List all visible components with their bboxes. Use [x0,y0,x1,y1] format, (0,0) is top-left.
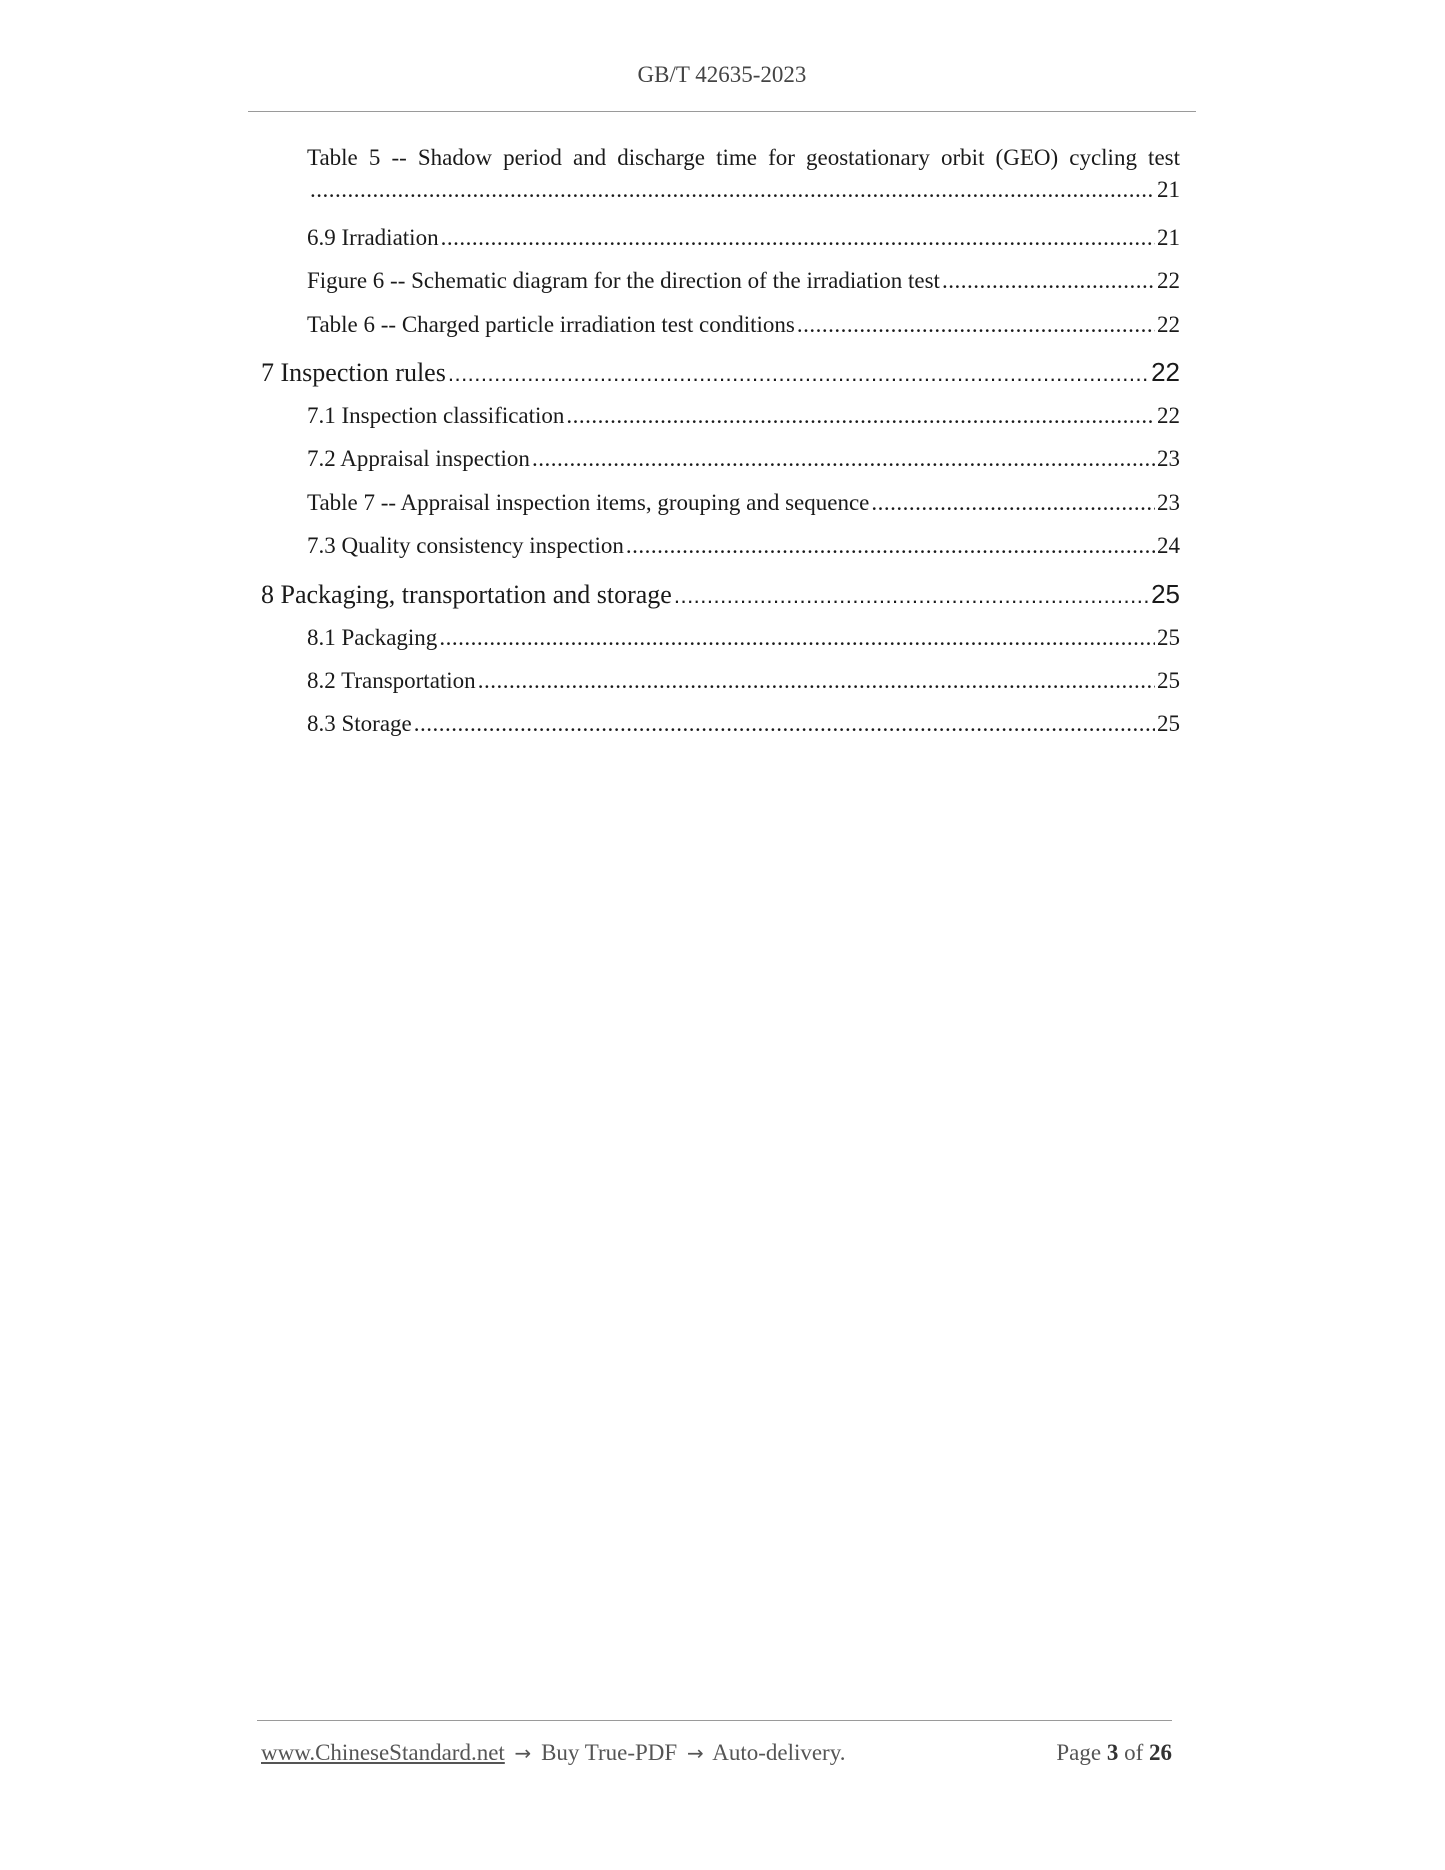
delivery-text: Auto-delivery. [712,1740,846,1765]
toc-entry-title: Table 5 -- Shadow period and discharge time for geostationary orbit (GEO) cycling test [307,145,1180,170]
toc-page-number: 22 [1151,357,1180,387]
toc-entry-7-1[interactable] [307,403,1180,429]
toc-leader-dots [478,668,1155,694]
toc-entry-title: 7.1 Inspection classification [307,403,565,428]
toc-entry-8[interactable] [261,579,1180,610]
toc-entry-title: 8 Packaging, transportation and storage [261,580,672,609]
toc-page-number: 25 [1157,711,1180,736]
toc-entry-figure-6[interactable] [307,268,1180,294]
toc-page-number: 23 [1157,490,1180,515]
document-footer [261,1740,1172,1766]
toc-entry-title: 8.2 Transportation [307,668,476,693]
toc-entry-7-3[interactable] [307,533,1180,559]
site-link[interactable]: www.ChineseStandard.net [261,1740,505,1765]
toc-entry-7[interactable] [261,357,1180,388]
document-id: GB/T 42635-2023 [637,62,807,87]
toc-leader-dots [626,533,1155,559]
toc-leader-dots [448,361,1149,387]
toc-leader-dots [414,711,1155,737]
toc-page-number: 22 [1157,403,1180,428]
toc-entry-title: 8.3 Storage [307,711,412,736]
toc-entry-title: 7 Inspection rules [261,358,446,387]
toc-entry-title: 7.2 Appraisal inspection [307,446,530,471]
toc-leader-dots [797,312,1155,338]
toc-leader-dots [532,446,1155,472]
toc-entry-table-6[interactable] [307,312,1180,338]
toc-entry-title: 6.9 Irradiation [307,225,439,250]
page-indicator [1056,1740,1172,1766]
toc-page-number: 22 [1157,312,1180,337]
toc-leader-dots [441,225,1155,251]
toc-entry-8-1[interactable] [307,625,1180,651]
toc-page-number: 23 [1157,446,1180,471]
page-label: Page [1056,1740,1102,1765]
arrow-right-icon: → [514,1741,532,1765]
toc-leader-dots [566,403,1155,429]
toc-page-number: 24 [1157,533,1180,558]
toc-leader-dots [942,268,1155,294]
current-page-number: 3 [1106,1740,1119,1765]
toc-entry-6-9[interactable] [307,225,1180,251]
toc-page-number: 25 [1151,579,1180,609]
toc-page-number: 21 [1157,225,1180,250]
of-label: of [1124,1740,1144,1765]
toc-entry-8-2[interactable] [307,668,1180,694]
toc-entry-title: 7.3 Quality consistency inspection [307,533,624,558]
toc-leader-dots [310,177,1155,203]
toc-leader-dots [674,583,1149,609]
toc-leader-dots [439,625,1155,651]
total-page-count: 26 [1149,1740,1172,1765]
toc-page-number: 25 [1157,668,1180,693]
toc-leader-dots [871,490,1155,516]
toc-entry-title: Table 6 -- Charged particle irradiation test conditions [307,312,795,337]
toc-entry-8-3[interactable] [307,711,1180,737]
footer-promo [261,1740,845,1766]
toc-entry-table-5[interactable] [307,145,1180,203]
table-of-contents [0,0,1445,760]
footer-divider [257,1720,1172,1721]
toc-entry-7-2[interactable] [307,446,1180,472]
toc-page-number: 22 [1157,268,1180,293]
toc-page-number: 21 [1157,177,1180,202]
toc-entry-title: Figure 6 -- Schematic diagram for the direction of the irradiation test [307,268,940,293]
arrow-right-icon: → [686,1741,704,1765]
toc-entry-table-7[interactable] [307,490,1180,516]
toc-page-number: 25 [1157,625,1180,650]
buy-text: Buy True-PDF [541,1740,678,1765]
toc-entry-title: Table 7 -- Appraisal inspection items, grouping and sequence [307,490,870,515]
toc-entry-title: 8.1 Packaging [307,625,438,650]
